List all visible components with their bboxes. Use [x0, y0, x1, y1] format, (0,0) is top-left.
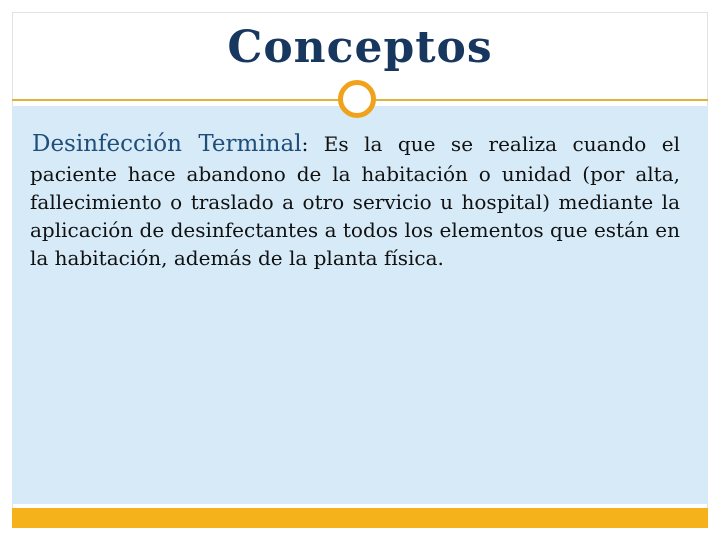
slide-title: Conceptos [227, 22, 493, 73]
footer-bar [12, 508, 708, 528]
definition-paragraph [30, 130, 680, 272]
definition-text: : Es la que se realiza cuando el paciente hace abandono de la habitación o unidad (por alta, fallecimiento o traslado a otro servicio u hospital) mediante la aplicación de desinfectantes a todos los elementos que están en la habitación, además de la planta física. [30, 132, 680, 270]
circle-ornament-icon [338, 80, 376, 118]
definition-term: Desinfección Terminal [32, 131, 302, 157]
